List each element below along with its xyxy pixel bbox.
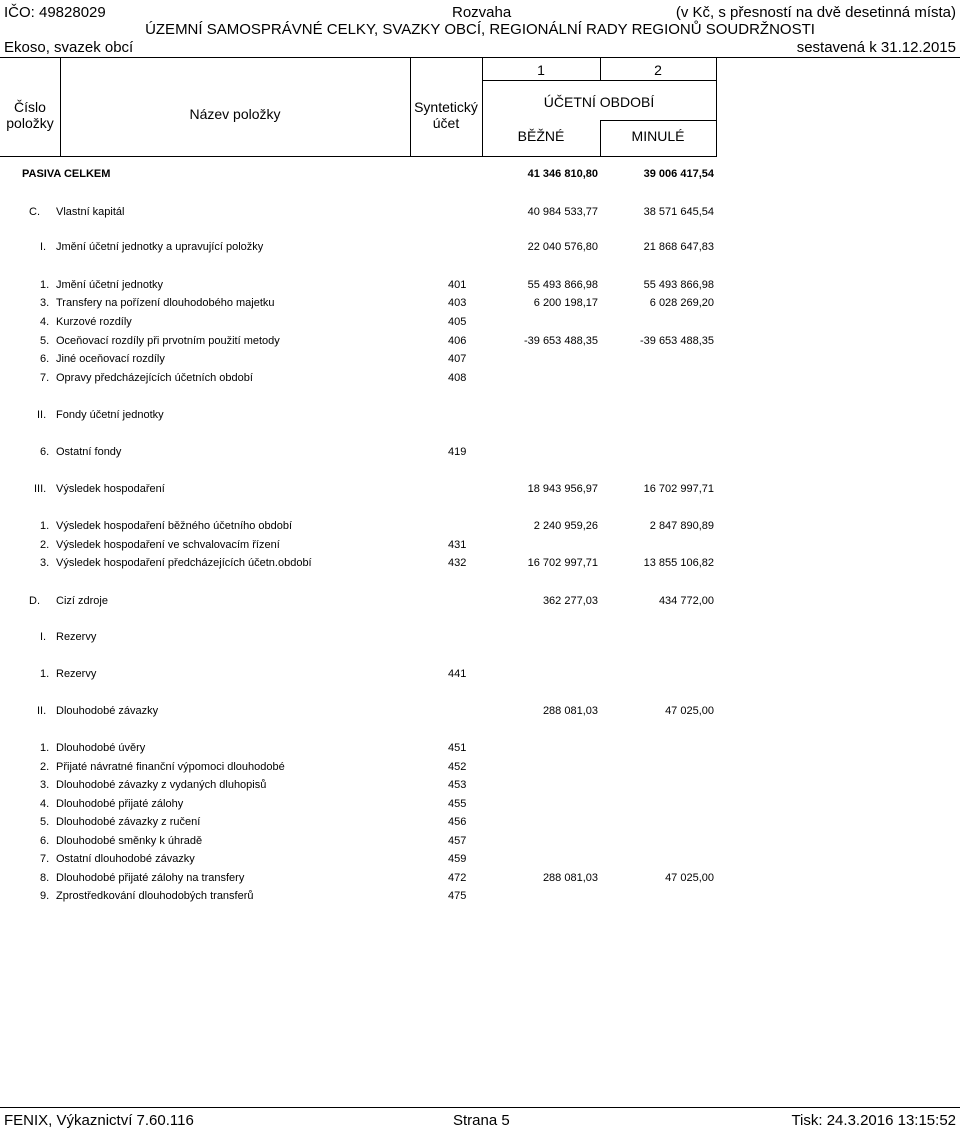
row-number: 4. [40,316,50,328]
row-number: 2. [40,539,50,551]
row-name: Dlouhodobé směnky k úhradě [56,835,203,847]
account-header-l1: Syntetický [414,99,478,115]
footer-print-time: Tisk: 24.3.2016 13:15:52 [791,1112,956,1129]
table-row [0,443,960,461]
table-row [0,739,960,757]
row-current: 288 081,03 [542,705,598,717]
row-account: 456 [448,816,467,828]
row-current: 55 493 866,98 [527,279,598,291]
row-name: Jmění účetní jednotky [56,279,164,291]
table-row [0,238,960,256]
row-name: Jiné oceňovací rozdíly [56,353,165,365]
row-name: Výsledek hospodaření ve schvalovacím řízení [56,539,280,551]
table-row [0,536,960,554]
row-number: 7. [40,853,50,865]
row-number: 5. [40,816,50,828]
footer-divider [0,1107,960,1108]
statement-date: sestavená k 31.12.2015 [796,39,956,56]
row-current: 288 081,03 [542,872,598,884]
row-account: 451 [448,742,467,754]
row-current: 41 346 810,80 [527,168,598,180]
row-number: II. [37,409,47,421]
table-row [0,592,960,610]
row-name: Ostatní fondy [56,446,122,458]
row-previous: 39 006 417,54 [643,168,714,180]
column-number-1: 1 [537,62,545,78]
table-row [0,313,960,331]
row-account: 472 [448,872,467,884]
row-name: Cizí zdroje [56,595,108,607]
footer-page-number: Strana 5 [453,1112,510,1129]
period-header: ÚČETNÍ OBDOBÍ [543,94,655,110]
row-previous: 2 847 890,89 [649,520,714,532]
table-row [0,294,960,312]
table-row [0,832,960,850]
row-previous: 38 571 645,54 [643,206,714,218]
table-row [0,887,960,905]
row-current: 6 200 198,17 [533,297,598,309]
row-previous: 47 025,00 [665,705,714,717]
report-title: Rozvaha [452,4,512,21]
row-current: 18 943 956,97 [527,483,598,495]
row-name: Jmění účetní jednotky a upravující položky [56,241,264,253]
units-note: (v Kč, s přesností na dvě desetinná místa) [675,4,956,21]
row-number: 6. [40,446,50,458]
row-account: 432 [448,557,467,569]
row-account: 407 [448,353,467,365]
row-account: 459 [448,853,467,865]
table-row [0,869,960,887]
table-row [0,758,960,776]
row-number: D. [29,595,40,607]
row-account: 455 [448,798,467,810]
table-row [0,813,960,831]
row-number: II. [37,705,47,717]
row-number: 6. [40,835,50,847]
row-account: 475 [448,890,467,902]
row-number: 1. [40,742,50,754]
row-account: 405 [448,316,467,328]
row-number: 8. [40,872,50,884]
row-previous: -39 653 488,35 [639,335,714,347]
table-row [0,406,960,424]
table-row [0,554,960,572]
account-header-l2: účet [432,115,460,131]
table-row [0,203,960,221]
row-name: Oceňovací rozdíly při prvotním použití metody [56,335,280,347]
row-name: Výsledek hospodaření předcházejících účetn.období [56,557,312,569]
row-account: 457 [448,835,467,847]
row-account: 453 [448,779,467,791]
table-row [0,628,960,646]
row-previous: 13 855 106,82 [643,557,714,569]
row-number: 1. [40,668,50,680]
row-name: Přijaté návratné finanční výpomoci dlouhodobé [56,761,285,773]
row-account: 403 [448,297,467,309]
row-current: 2 240 959,26 [533,520,598,532]
table-row [0,350,960,368]
row-previous: 21 868 647,83 [643,241,714,253]
row-account: 452 [448,761,467,773]
table-row [0,850,960,868]
row-current: 362 277,03 [542,595,598,607]
row-account: 441 [448,668,467,680]
current-period-header: BĚŽNÉ [517,128,565,144]
row-current: 16 702 997,71 [527,557,598,569]
ico-label: IČO: 49828029 [4,4,106,21]
table-row [0,795,960,813]
row-name: Dlouhodobé úvěry [56,742,146,754]
table-row [0,276,960,294]
item-name-header: Název položky [189,106,281,122]
column-number-2: 2 [654,62,662,78]
row-name: Dlouhodobé závazky z ručení [56,816,201,828]
table-row [0,165,960,183]
row-name: Zprostředkování dlouhodobých transferů [56,890,254,902]
row-number: 4. [40,798,50,810]
row-name: Dlouhodobé závazky [56,705,159,717]
row-number: 5. [40,335,50,347]
previous-period-header: MINULÉ [631,128,685,144]
row-name: Dlouhodobé přijaté zálohy na transfery [56,872,245,884]
row-number: 2. [40,761,50,773]
row-number: 1. [40,520,50,532]
table-row [0,517,960,535]
entity-category: ÚZEMNÍ SAMOSPRÁVNÉ CELKY, SVAZKY OBCÍ, REGIONÁLNÍ RADY REGIONŮ SOUDRŽNOSTI [145,21,815,38]
row-account: 406 [448,335,467,347]
table-row [0,665,960,683]
row-previous: 16 702 997,71 [643,483,714,495]
item-number-header-l2: položky [6,115,54,131]
row-current: 40 984 533,77 [527,206,598,218]
row-account: 401 [448,279,467,291]
footer-software: FENIX, Výkaznictví 7.60.116 [4,1112,194,1129]
row-number: 9. [40,890,50,902]
row-number: C. [29,206,40,218]
table-row [0,776,960,794]
row-name: Výsledek hospodaření [56,483,165,495]
table-row [0,480,960,498]
row-account: 419 [448,446,467,458]
table-row [0,702,960,720]
row-name: Transfery na pořízení dlouhodobého majetku [56,297,275,309]
table-row [0,369,960,387]
row-current: 22 040 576,80 [527,241,598,253]
row-current: -39 653 488,35 [523,335,598,347]
row-name: Výsledek hospodaření běžného účetního období [56,520,293,532]
row-name: PASIVA CELKEM [22,168,111,180]
row-account: 431 [448,539,467,551]
row-name: Ostatní dlouhodobé závazky [56,853,195,865]
item-number-header-l1: Číslo [14,99,46,115]
row-name: Opravy předcházejících účetních období [56,372,253,384]
row-name: Rezervy [56,631,97,643]
row-account: 408 [448,372,467,384]
entity-name: Ekoso, svazek obcí [4,39,134,56]
row-number: 1. [40,279,50,291]
row-previous: 55 493 866,98 [643,279,714,291]
row-previous: 6 028 269,20 [649,297,714,309]
row-name: Dlouhodobé závazky z vydaných dluhopisů [56,779,267,791]
table-row [0,332,960,350]
row-name: Kurzové rozdíly [56,316,132,328]
row-name: Dlouhodobé přijaté zálohy [56,798,184,810]
row-previous: 47 025,00 [665,872,714,884]
row-number: 3. [40,557,50,569]
row-previous: 434 772,00 [658,595,714,607]
row-number: 3. [40,779,50,791]
row-number: III. [34,483,47,495]
row-number: 3. [40,297,50,309]
row-name: Fondy účetní jednotky [56,409,164,421]
row-name: Vlastní kapitál [56,206,125,218]
row-name: Rezervy [56,668,97,680]
row-number: 6. [40,353,50,365]
row-number: 7. [40,372,50,384]
row-number: I. [40,631,47,643]
row-number: I. [40,241,47,253]
